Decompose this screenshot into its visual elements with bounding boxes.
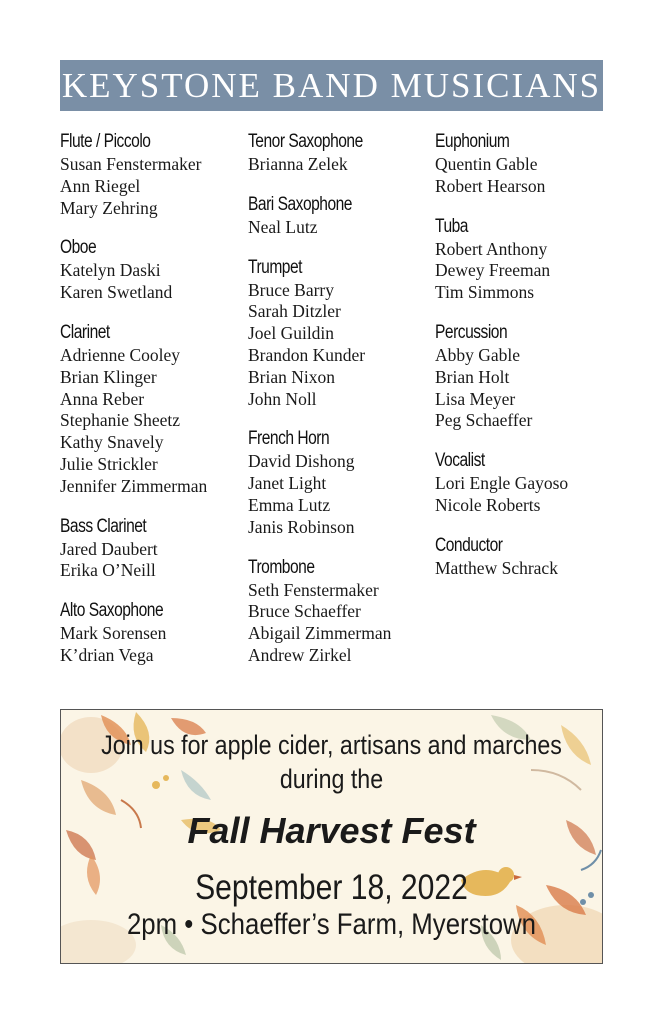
- musician-name: Brian Nixon: [248, 366, 336, 387]
- musician-name: Nicole Roberts: [435, 494, 541, 515]
- berry-icon: [588, 892, 594, 898]
- musician-name: Sarah Ditzler: [248, 301, 341, 322]
- section-heading: Oboe: [60, 237, 97, 259]
- berry-icon: [580, 899, 586, 905]
- musician-name: Katelyn Daski: [60, 260, 161, 281]
- musician-name: Matthew Schrack: [435, 557, 558, 578]
- section-heading: Trombone: [248, 556, 315, 578]
- instrument-section: [248, 256, 433, 411]
- instrument-section: [435, 215, 620, 304]
- musician-name: Abby Gable: [435, 344, 521, 365]
- musician-name: Brian Holt: [435, 366, 510, 387]
- leaf-icon: [561, 725, 591, 765]
- musician-name: David Dishong: [248, 451, 355, 472]
- musician-name: Abigail Zimmerman: [248, 623, 392, 644]
- musician-name: Ann Riegel: [60, 175, 141, 196]
- musician-name: Lori Engle Gayoso: [435, 473, 569, 494]
- musician-name: Erika O’Neill: [60, 560, 156, 581]
- instrument-section: [248, 193, 433, 239]
- page-title: KEYSTONE BAND MUSICIANS: [61, 65, 602, 105]
- instrument-section: [248, 556, 433, 667]
- title-bar: [60, 60, 603, 111]
- event-banner: [60, 709, 603, 964]
- instrument-section: [248, 130, 433, 176]
- instrument-section: [60, 236, 245, 304]
- musician-name: Joel Guildin: [248, 323, 335, 344]
- musician-name: Emma Lutz: [248, 494, 331, 515]
- section-heading: Tenor Saxophone: [248, 131, 363, 152]
- musician-name: Andrew Zirkel: [248, 644, 352, 665]
- musician-name: Jared Daubert: [60, 538, 158, 559]
- musician-name: Brandon Kunder: [248, 344, 366, 365]
- instrument-section: [60, 321, 245, 498]
- musician-name: Janis Robinson: [248, 516, 355, 537]
- musician-name: Dewey Freeman: [435, 260, 551, 281]
- section-heading: Trumpet: [248, 256, 302, 278]
- instrument-section: [60, 515, 245, 583]
- roster-column-3: [435, 130, 620, 597]
- musician-name: Robert Anthony: [435, 238, 548, 259]
- section-heading: Flute / Piccolo: [60, 131, 151, 152]
- musician-name: Neal Lutz: [248, 216, 318, 237]
- banner-event-date: September 18, 2022: [195, 868, 468, 907]
- musician-name: Jennifer Zimmerman: [60, 475, 208, 496]
- section-heading: French Horn: [248, 428, 330, 450]
- musician-name: Bruce Schaeffer: [248, 601, 361, 622]
- instrument-section: [435, 321, 620, 432]
- instrument-section: [435, 534, 620, 580]
- section-heading: Tuba: [435, 215, 468, 237]
- instrument-section: [435, 130, 620, 198]
- roster-column-1: [60, 130, 245, 684]
- musician-name: Mary Zehring: [60, 197, 158, 218]
- musician-name: Mark Sorensen: [60, 623, 167, 644]
- musician-name: Seth Fenstermaker: [248, 579, 379, 600]
- musician-name: Robert Hearson: [435, 175, 546, 196]
- banner-event-location: 2pm • Schaeffer’s Farm, Myerstown: [126, 908, 537, 941]
- section-heading: Vocalist: [435, 450, 485, 472]
- section-heading: Euphonium: [435, 131, 510, 152]
- musician-name: Peg Schaeffer: [435, 410, 533, 431]
- musician-name: Tim Simmons: [435, 282, 535, 303]
- musician-name: Anna Reber: [60, 388, 145, 409]
- instrument-section: [60, 130, 245, 219]
- banner-event-name: Fall Harvest Fest: [187, 810, 476, 851]
- musician-name: Julie Strickler: [60, 453, 158, 474]
- instrument-section: [60, 599, 245, 667]
- section-heading: Percussion: [435, 321, 508, 343]
- musician-name: Lisa Meyer: [435, 388, 516, 409]
- instrument-section: [248, 427, 433, 538]
- musician-name: Quentin Gable: [435, 154, 538, 174]
- section-heading: Clarinet: [60, 321, 110, 343]
- banner-invite-line: Join us for apple cider, artisans and marches: [101, 730, 562, 760]
- musician-name: Kathy Snavely: [60, 432, 164, 453]
- banner-invite-line-2: during the: [279, 764, 384, 794]
- musician-name: Susan Fenstermaker: [60, 154, 202, 174]
- musician-name: Janet Light: [248, 473, 327, 494]
- musician-name: Karen Swetland: [60, 282, 173, 303]
- musician-name: K’drian Vega: [60, 644, 154, 665]
- musician-name: Brian Klinger: [60, 366, 157, 387]
- instrument-section: [435, 449, 620, 517]
- musician-name: Stephanie Sheetz: [60, 410, 181, 431]
- musician-name: John Noll: [248, 388, 317, 409]
- roster-column-2: [248, 130, 433, 684]
- section-heading: Bari Saxophone: [248, 193, 352, 215]
- musician-name: Adrienne Cooley: [60, 344, 181, 365]
- section-heading: Bass Clarinet: [60, 515, 147, 537]
- musician-name: Brianna Zelek: [248, 154, 348, 174]
- musician-name: Bruce Barry: [248, 279, 335, 300]
- section-heading: Conductor: [435, 534, 503, 556]
- section-heading: Alto Saxophone: [60, 600, 164, 622]
